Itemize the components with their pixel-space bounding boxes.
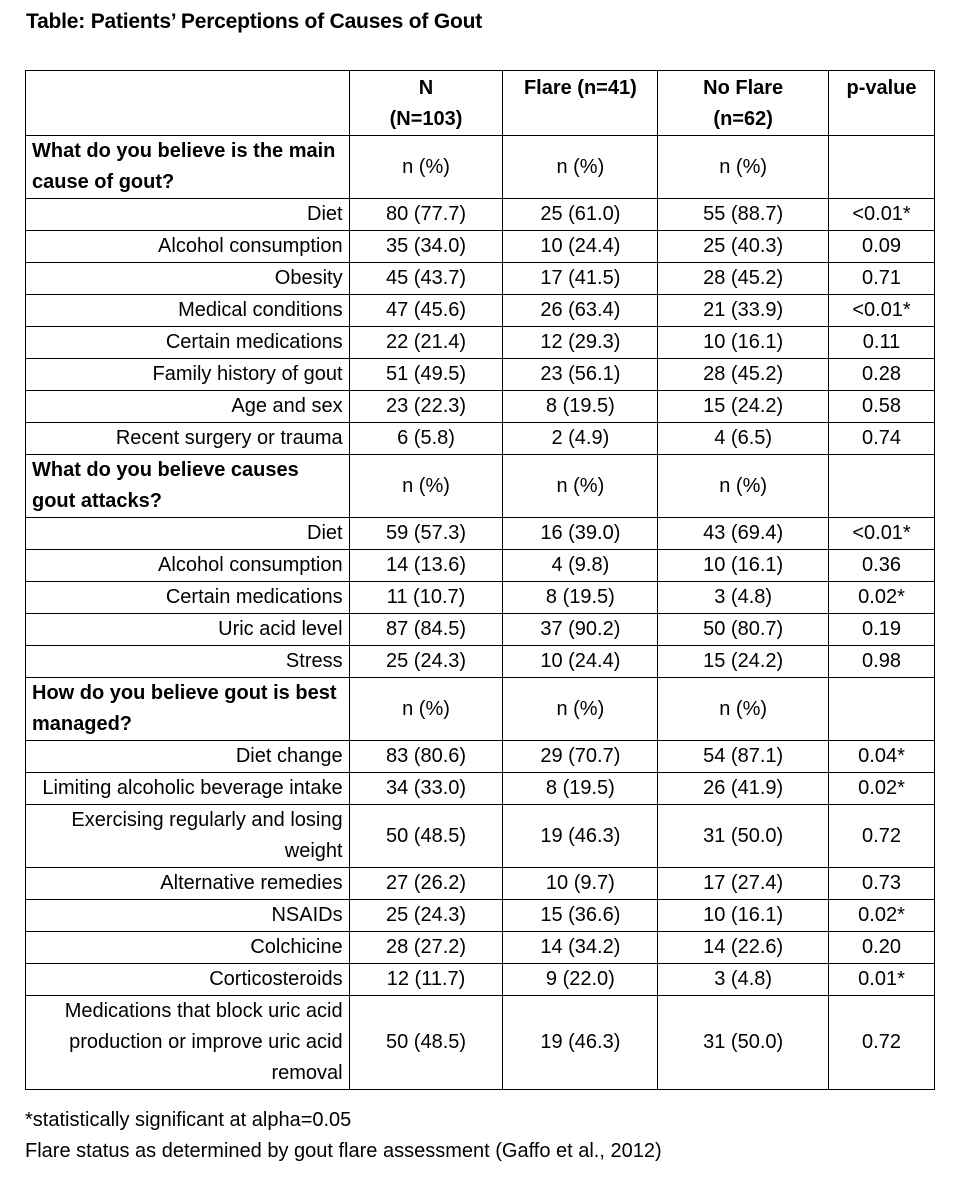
row-label: Recent surgery or trauma <box>26 423 350 455</box>
table-row <box>26 932 935 964</box>
table-row <box>26 199 935 231</box>
table-row <box>26 550 935 582</box>
row-label: Uric acid level <box>26 614 350 646</box>
section-noflare-unit: n (%) <box>658 455 829 518</box>
cell-flare: 9 (22.0) <box>503 964 658 996</box>
footnote-flare-status: Flare status as determined by gout flare assessment (Gaffo et al., 2012) <box>25 1140 662 1162</box>
cell-flare: 10 (24.4) <box>503 646 658 678</box>
cell-flare: 26 (63.4) <box>503 295 658 327</box>
cell-noflare: 25 (40.3) <box>658 231 829 263</box>
row-label: Diet <box>26 518 350 550</box>
section-pvalue-blank <box>829 678 935 741</box>
cell-pvalue: 0.19 <box>829 614 935 646</box>
cell-pvalue: 0.58 <box>829 391 935 423</box>
row-label: Stress <box>26 646 350 678</box>
header-noflare-line2: (n=62) <box>713 108 773 130</box>
header-n-line1: N <box>418 77 434 99</box>
cell-n: 83 (80.6) <box>349 741 503 773</box>
cell-flare: 15 (36.6) <box>503 900 658 932</box>
cell-n: 50 (48.5) <box>349 996 503 1090</box>
row-label: Limiting alcoholic beverage intake <box>26 773 350 805</box>
row-label: Age and sex <box>26 391 350 423</box>
table-row <box>26 646 935 678</box>
header-flare <box>503 71 658 136</box>
cell-noflare: 54 (87.1) <box>658 741 829 773</box>
cell-noflare: 31 (50.0) <box>658 996 829 1090</box>
section-noflare-unit: n (%) <box>658 136 829 199</box>
cell-pvalue: <0.01* <box>829 295 935 327</box>
cell-n: 45 (43.7) <box>349 263 503 295</box>
section-n-unit: n (%) <box>349 455 503 518</box>
table-row <box>26 964 935 996</box>
footnote-significance: *statistically significant at alpha=0.05 <box>25 1109 352 1131</box>
table-row <box>26 327 935 359</box>
section-question: What do you believe causes gout attacks? <box>26 455 350 518</box>
section-flare-unit: n (%) <box>503 455 658 518</box>
cell-n: 34 (33.0) <box>349 773 503 805</box>
cell-flare: 23 (56.1) <box>503 359 658 391</box>
table-row <box>26 773 935 805</box>
cell-noflare: 3 (4.8) <box>658 964 829 996</box>
cell-n: 6 (5.8) <box>349 423 503 455</box>
row-label: Certain medications <box>26 327 350 359</box>
cell-flare: 8 (19.5) <box>503 391 658 423</box>
header-empty <box>26 71 350 136</box>
row-label: Corticosteroids <box>26 964 350 996</box>
table-row <box>26 295 935 327</box>
cell-pvalue: 0.01* <box>829 964 935 996</box>
cell-pvalue: 0.74 <box>829 423 935 455</box>
cell-pvalue: <0.01* <box>829 199 935 231</box>
row-label: Obesity <box>26 263 350 295</box>
cell-noflare: 28 (45.2) <box>658 263 829 295</box>
table-row <box>26 741 935 773</box>
cell-pvalue: 0.02* <box>829 582 935 614</box>
cell-flare: 8 (19.5) <box>503 582 658 614</box>
section-question: What do you believe is the main cause of gout? <box>26 136 350 199</box>
table-body <box>26 136 935 1090</box>
section-question: How do you believe gout is best managed? <box>26 678 350 741</box>
cell-noflare: 15 (24.2) <box>658 646 829 678</box>
row-label: Medical conditions <box>26 295 350 327</box>
cell-n: 51 (49.5) <box>349 359 503 391</box>
section-question-row <box>26 136 935 199</box>
header-pvalue <box>829 71 935 136</box>
cell-noflare: 43 (69.4) <box>658 518 829 550</box>
header-noflare-line1: No Flare <box>703 77 784 99</box>
row-label: Diet <box>26 199 350 231</box>
table-row <box>26 391 935 423</box>
cell-noflare: 15 (24.2) <box>658 391 829 423</box>
header-n <box>349 71 503 136</box>
cell-pvalue: 0.04* <box>829 741 935 773</box>
row-label: Certain medications <box>26 582 350 614</box>
cell-pvalue: 0.02* <box>829 900 935 932</box>
cell-pvalue: 0.36 <box>829 550 935 582</box>
cell-pvalue: <0.01* <box>829 518 935 550</box>
row-label: Alcohol consumption <box>26 231 350 263</box>
cell-n: 11 (10.7) <box>349 582 503 614</box>
table-row <box>26 423 935 455</box>
cell-noflare: 31 (50.0) <box>658 805 829 868</box>
cell-flare: 10 (9.7) <box>503 868 658 900</box>
cell-pvalue: 0.71 <box>829 263 935 295</box>
cell-noflare: 28 (45.2) <box>658 359 829 391</box>
row-label: Alcohol consumption <box>26 550 350 582</box>
row-label: Diet change <box>26 741 350 773</box>
cell-noflare: 10 (16.1) <box>658 327 829 359</box>
cell-pvalue: 0.73 <box>829 868 935 900</box>
table-title: Table: Patients’ Perceptions of Causes of Gout <box>26 10 482 33</box>
cell-flare: 16 (39.0) <box>503 518 658 550</box>
cell-flare: 4 (9.8) <box>503 550 658 582</box>
footnotes <box>25 1105 662 1167</box>
table-row <box>26 996 935 1090</box>
cell-pvalue: 0.20 <box>829 932 935 964</box>
cell-pvalue: 0.72 <box>829 996 935 1090</box>
table-row <box>26 868 935 900</box>
row-label: Family history of gout <box>26 359 350 391</box>
cell-n: 59 (57.3) <box>349 518 503 550</box>
table-row <box>26 359 935 391</box>
table-row <box>26 805 935 868</box>
cell-pvalue: 0.28 <box>829 359 935 391</box>
header-flare-label: Flare (n=41) <box>523 77 637 99</box>
cell-flare: 14 (34.2) <box>503 932 658 964</box>
header-noflare <box>658 71 829 136</box>
section-n-unit: n (%) <box>349 136 503 199</box>
row-label: Exercising regularly and losing weight <box>26 805 350 868</box>
cell-pvalue: 0.11 <box>829 327 935 359</box>
cell-flare: 17 (41.5) <box>503 263 658 295</box>
section-flare-unit: n (%) <box>503 136 658 199</box>
cell-flare: 29 (70.7) <box>503 741 658 773</box>
cell-flare: 19 (46.3) <box>503 805 658 868</box>
cell-noflare: 14 (22.6) <box>658 932 829 964</box>
row-label: Colchicine <box>26 932 350 964</box>
cell-flare: 37 (90.2) <box>503 614 658 646</box>
cell-n: 35 (34.0) <box>349 231 503 263</box>
row-label: Alternative remedies <box>26 868 350 900</box>
cell-noflare: 10 (16.1) <box>658 550 829 582</box>
cell-n: 87 (84.5) <box>349 614 503 646</box>
cell-n: 27 (26.2) <box>349 868 503 900</box>
table-row <box>26 582 935 614</box>
cell-flare: 12 (29.3) <box>503 327 658 359</box>
cell-noflare: 10 (16.1) <box>658 900 829 932</box>
table-row <box>26 614 935 646</box>
cell-n: 25 (24.3) <box>349 646 503 678</box>
section-question-row <box>26 678 935 741</box>
cell-pvalue: 0.72 <box>829 805 935 868</box>
cell-noflare: 26 (41.9) <box>658 773 829 805</box>
gout-perceptions-table <box>25 70 935 1090</box>
header-pvalue-label: p-value <box>846 77 917 99</box>
row-label: Medications that block uric acid production or improve uric acid removal <box>26 996 350 1090</box>
section-flare-unit: n (%) <box>503 678 658 741</box>
cell-pvalue: 0.02* <box>829 773 935 805</box>
row-label: NSAIDs <box>26 900 350 932</box>
cell-n: 50 (48.5) <box>349 805 503 868</box>
cell-flare: 25 (61.0) <box>503 199 658 231</box>
cell-n: 28 (27.2) <box>349 932 503 964</box>
section-n-unit: n (%) <box>349 678 503 741</box>
cell-n: 80 (77.7) <box>349 199 503 231</box>
section-pvalue-blank <box>829 136 935 199</box>
cell-n: 47 (45.6) <box>349 295 503 327</box>
cell-noflare: 3 (4.8) <box>658 582 829 614</box>
cell-noflare: 17 (27.4) <box>658 868 829 900</box>
cell-flare: 8 (19.5) <box>503 773 658 805</box>
section-pvalue-blank <box>829 455 935 518</box>
header-row <box>26 71 935 136</box>
cell-n: 23 (22.3) <box>349 391 503 423</box>
cell-n: 25 (24.3) <box>349 900 503 932</box>
cell-n: 12 (11.7) <box>349 964 503 996</box>
cell-pvalue: 0.09 <box>829 231 935 263</box>
cell-flare: 2 (4.9) <box>503 423 658 455</box>
cell-flare: 19 (46.3) <box>503 996 658 1090</box>
table-row <box>26 263 935 295</box>
table-row <box>26 900 935 932</box>
cell-noflare: 21 (33.9) <box>658 295 829 327</box>
table-row <box>26 518 935 550</box>
table-row <box>26 231 935 263</box>
cell-n: 22 (21.4) <box>349 327 503 359</box>
cell-noflare: 55 (88.7) <box>658 199 829 231</box>
section-noflare-unit: n (%) <box>658 678 829 741</box>
cell-noflare: 50 (80.7) <box>658 614 829 646</box>
cell-noflare: 4 (6.5) <box>658 423 829 455</box>
section-question-row <box>26 455 935 518</box>
cell-flare: 10 (24.4) <box>503 231 658 263</box>
header-n-line2: (N=103) <box>389 108 463 130</box>
cell-pvalue: 0.98 <box>829 646 935 678</box>
cell-n: 14 (13.6) <box>349 550 503 582</box>
